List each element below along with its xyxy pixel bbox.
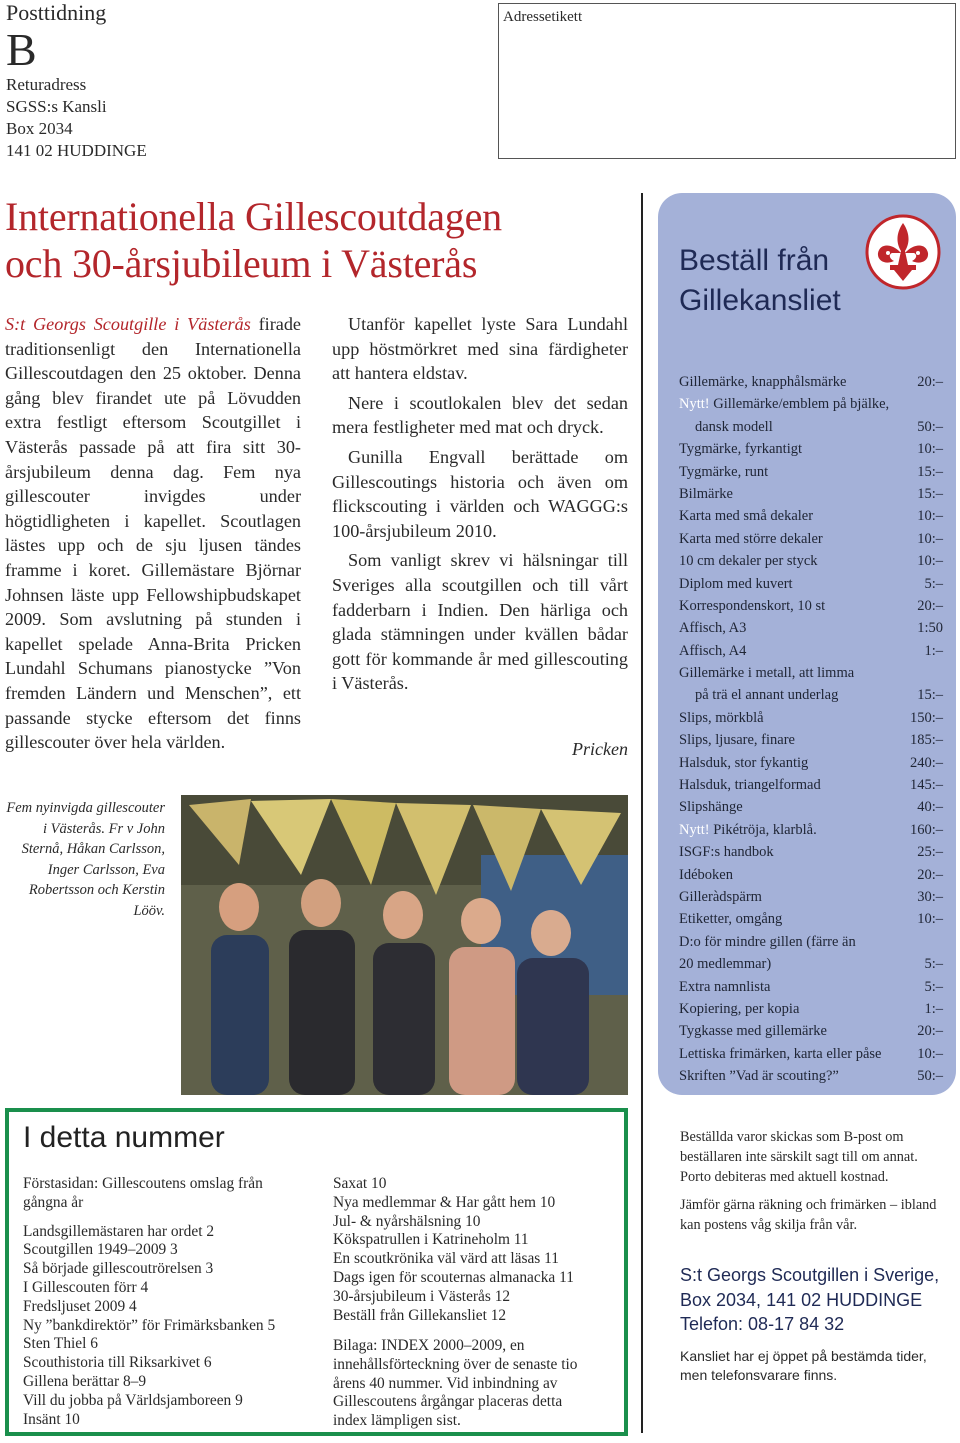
order-item [679,998,943,1020]
order-item-price: 20:– [917,597,943,614]
order-item-text: Halsduk, triangelformad [679,777,821,794]
order-item-price: 10:– [917,911,943,928]
order-item [679,976,943,998]
org-name: S:t Georgs Scoutgillen i Sverige, [680,1265,940,1285]
order-item-label [679,393,889,415]
org-phone: Telefon: 08-17 84 32 [680,1314,845,1334]
order-item-price: 25:– [917,844,943,861]
contents-entry: 30-årsjubileum i Västerås 12 [333,1287,511,1305]
contents-entry: Vill du jobba på Världsjamboreen 9 [23,1391,243,1409]
nytt-badge: Nytt! [679,396,710,413]
contents-entry: Insänt 10 [23,1410,80,1428]
order-item-text: Halsduk, stor fykantig [679,754,809,771]
order-item-text: Lettiska frimärken, karta eller påse [679,1045,882,1062]
order-item-text: Slips, ljusare, finare [679,732,795,749]
order-item-label [679,931,856,953]
order-item-price: 40:– [917,799,943,816]
contents-title: I detta nummer [23,1121,225,1154]
contents-entry: Jul- & nyårshälsning 10 [333,1212,481,1230]
nytt-badge: Nytt! [679,821,710,838]
contents-entry: En scoutkrönika väl värd att läsas 11 [333,1250,559,1268]
order-item-label [679,617,746,639]
order-item-price: 15:– [917,485,943,502]
contents-column-1 [23,1175,323,1429]
article-paragraph: Som vanligt skrev vi hälsningar till Sveriges alla scoutgillen och till vårt fadderbarn i Indien. Den härliga och glada stämningen under kvällen bådar gott för kommande år med gillescouting i Västerås. [332,550,628,694]
order-item [679,505,943,527]
order-item-label [679,729,795,751]
order-item-text: 20 medlemmar) [679,956,772,973]
order-item-text: Idéboken [679,866,733,883]
article-signature: Pricken [572,739,628,759]
photo-caption: Fem nyinvigda gillescouter i Västerås. Fr v John Sternå, Håkan Carlsson, Inger Carlsson, Eva Robertsson och Kerstin Lööv. [6,800,165,919]
order-item-label [679,908,782,930]
order-item-price: 1:– [924,642,943,659]
order-title-line-2: Gillekansliet [679,284,841,317]
order-item-label [679,595,825,617]
address-label-box [498,3,956,159]
order-item-price: 240:– [909,754,943,771]
column-divider [641,193,643,1433]
contents-entry: Kökspatrullen i Katrineholm 11 [333,1231,529,1249]
order-item-price: 10:– [917,508,943,525]
order-panel [658,193,956,1095]
order-item-text: Kopiering, per kopia [679,1000,800,1017]
scout-lily-emblem-icon [864,213,942,291]
group-photo [181,795,628,1095]
order-item [679,729,943,751]
order-item-label [679,528,823,550]
compare-note: Jämför gärna räkning och frimärken – ibland kan postens våg skilja från vår. [680,1197,937,1233]
contents-box [5,1108,628,1436]
order-item-text: Gillemärke i metall, att limma [679,665,855,682]
order-item-price: 185:– [909,732,943,749]
order-item-text: Tygkasse med gillemärke [679,1023,827,1040]
order-item-label [679,953,771,975]
contents-entry: Dags igen för scouternas almanacka 11 [333,1268,574,1286]
order-item-text: Korrespondenskort, 10 st [679,597,826,614]
order-item-price: 20:– [917,374,943,390]
order-item-label [679,662,854,684]
order-item-text: Slipshänge [679,799,743,816]
order-item [679,1065,943,1087]
order-item-text: ISGF:s handbok [679,844,774,861]
contents-entry: Landsgillemästaren har ordet 2 [23,1222,215,1240]
headline-line-2: och 30-årsjubileum i Västerås [5,241,478,286]
order-item-price: 10:– [917,441,943,458]
order-item [679,819,943,841]
order-item-text: Tygmärke, fyrkantigt [679,441,803,458]
address-label-text: Adressetikett [503,9,583,25]
order-item-text: D:o för mindre gillen (färre än [679,933,856,950]
order-item-label [679,573,793,595]
contents-entry: Ny ”bankdirektör” för Frimärksbanken 5 [23,1316,276,1334]
contents-entry: Sten Thiel 6 [23,1335,98,1353]
contents-entry: gångna år [23,1193,84,1211]
order-item-text: Slips, mörkblå [679,709,764,726]
article-column-1 [5,312,301,755]
order-item-text: dansk modell [695,418,773,435]
order-item [679,595,943,617]
article-paragraph: Utanför kapellet lyste Sara Lundahl upp höstmörkret med sina färdigheter att hantera eldstav. [332,314,628,384]
order-item [679,550,943,572]
order-item [679,573,943,595]
order-item-price: 10:– [917,1045,943,1062]
return-address-line: Returadress [6,75,87,94]
order-item [679,461,943,483]
group-photo-illustration [181,795,628,1095]
order-item-price: 145:– [909,777,943,794]
order-item-price: 30:– [917,888,943,905]
order-item-price: 5:– [924,978,943,995]
order-item-price: 160:– [909,821,943,838]
order-item-label [679,998,799,1020]
order-item [679,640,943,662]
order-item [679,886,943,908]
order-item-text: Affisch, A3 [679,620,747,637]
contents-entry: Scoutgillen 1949–2009 3 [23,1241,178,1259]
order-item [679,931,943,953]
order-item-text: Gilleràdspärm [679,888,762,905]
order-item-label [679,1065,839,1087]
order-item-price: 50:– [917,1068,943,1085]
article-headline [5,193,625,287]
order-item-text: Gillemärke/emblem på bjälke, [709,396,890,413]
order-item-text: Diplom med kuvert [679,575,793,592]
contents-entry: Saxat 10 [333,1175,387,1192]
article-lead: S:t Georgs Scoutgille i Västerås [5,314,251,334]
order-item [679,774,943,796]
order-item-label [679,976,770,998]
contents-entry: I Gillescouten förr 4 [23,1278,149,1296]
order-item-label [679,505,813,527]
order-item [679,483,943,505]
order-item-price: 50:– [917,418,943,435]
kansli-note: Kansliet har ej öppet på bestämda tider, men telefonsvarare finns. [680,1347,927,1383]
order-title-line-1: Beställ från [679,244,830,277]
order-item [679,617,943,639]
order-item [679,752,943,774]
order-item-price: 10:– [917,553,943,570]
order-item-label [679,461,768,483]
order-item-text: Tygmärke, runt [679,463,769,480]
order-item-price: 5:– [924,956,943,973]
order-item [679,416,943,438]
order-item [679,707,943,729]
order-info [680,1127,952,1385]
order-item-price: 15:– [917,687,943,704]
class-letter: B [6,24,37,75]
order-item [679,1020,943,1042]
organization-contact [680,1263,952,1337]
order-item-label [679,550,818,572]
article-column-2 [332,312,628,701]
contents-entry: Scouthistoria till Riksarkivet 6 [23,1354,212,1372]
order-item-text: Karta med större dekaler [679,530,823,547]
order-item-text: Extra namnlista [679,978,771,995]
order-list [679,371,943,1088]
order-item-label [679,774,821,796]
order-item-label [679,416,773,438]
shipping-note: Beställda varor skickas som B-post om beställaren inte särskilt sagt till om annat. Porto debiteras med aktuell kostnad. [680,1129,918,1185]
return-address-line: SGSS:s Kansli [6,97,107,116]
order-item-text: 10 cm dekaler per styck [679,553,818,570]
contents-bilaga: Bilaga: INDEX 2000–2009, en innehållsförteckning över de senaste tio årens 40 nummer. Vid inbindning av Gillescoutens årgångar placeras detta index lämpligen sist. [333,1337,578,1430]
order-item-label [679,796,743,818]
order-item [679,908,943,930]
article-col1-text: firade traditionsenligt den Internationella Gillescoutdagen den 25 oktober. Denna gång blev firandet ute på Lövudden extra festligt eftersom Scoutgillet i Västerås passade på att fira sitt 30-årsjubileum denna dag. Fem nya gillescouter invigdes under högtidligheten i kapellet. Scoutlagen lästes upp och de sju ljusen tändes framme i koret. Gillemästare Björnar Johnsen läste upp Fellowshipbudskapet 2009. Som avslutning på stunden i kapellet spelade Anna-Brita Pricken Lundahl Schumans pianostycke ”Von fremden Ländern und Menschen”, ett passande stycke eftersom det finns gillescouter över hela världen. [5,314,301,753]
order-item-label [679,483,733,505]
return-address-line: Box 2034 [6,119,73,138]
order-item [679,684,943,706]
return-address-line: 141 02 HUDDINGE [6,141,147,160]
order-item-price: 20:– [917,1023,943,1040]
contents-entry: Nya medlemmar & Har gått hem 10 [333,1193,556,1211]
order-item-label [679,1043,882,1065]
contents-column-2 [333,1175,605,1325]
contents-spacer [23,1213,323,1223]
order-item-label [679,640,746,662]
order-item [679,864,943,886]
order-item-label [679,819,817,841]
order-item [679,1043,943,1065]
order-item [679,371,943,393]
order-item-label [679,438,802,460]
order-item [679,393,943,415]
order-item-text: Karta med små dekaler [679,508,814,525]
order-item-label [679,841,774,863]
order-item [679,528,943,550]
order-item-text: Bilmärke [679,485,733,502]
order-item-price: 5:– [924,575,943,592]
order-item-label [679,864,733,886]
order-item-text: på trä el annant underlag [695,687,839,704]
order-item [679,841,943,863]
order-item-text: Gillemärke, knapphålsmärke [679,374,847,390]
order-item-price: 1:– [924,1000,943,1017]
contents-entry: Gillena berättar 8–9 [23,1372,147,1390]
order-item-price: 20:– [917,866,943,883]
headline-line-1: Internationella Gillescoutdagen [5,194,502,239]
order-item [679,953,943,975]
order-item [679,438,943,460]
order-item-price: 10:– [917,530,943,547]
article-paragraph: Nere i scoutlokalen blev det sedan mera festligheter med mat och dryck. [332,392,628,438]
org-address: Box 2034, 141 02 HUDDINGE [680,1289,923,1310]
order-item-label [679,752,808,774]
contents-entry: Fredsljuset 2009 4 [23,1297,137,1315]
order-item-price: 15:– [917,463,943,480]
posttidning-label: Posttidning [6,0,107,25]
order-item-label [679,1020,827,1042]
order-item-label [679,707,764,729]
order-item [679,796,943,818]
article-paragraph: Gunilla Engvall berättade om Gillescoutings historia och även om flickscouting i världen och WAGGG:s 100-årsjubileum 2010. [332,446,628,541]
order-item-label [679,886,762,908]
order-item-text: Pikétröja, klarblå. [709,821,817,838]
contents-entry: Så började gillescoutrörelsen 3 [23,1260,214,1278]
order-item-label [679,684,838,706]
contents-entry: Förstasidan: Gillescoutens omslag från [23,1175,263,1192]
order-item-text: Affisch, A4 [679,642,747,659]
order-item-text: Etiketter, omgång [679,911,783,928]
posttidning-block [6,0,246,162]
order-item-label [679,371,847,393]
order-item [679,662,943,684]
order-item-text: Skriften ”Vad är scouting?” [679,1068,839,1085]
order-item-price: 1:50 [917,620,943,637]
contents-entry: Beställ från Gillekansliet 12 [333,1306,507,1324]
order-item-price: 150:– [909,709,943,726]
